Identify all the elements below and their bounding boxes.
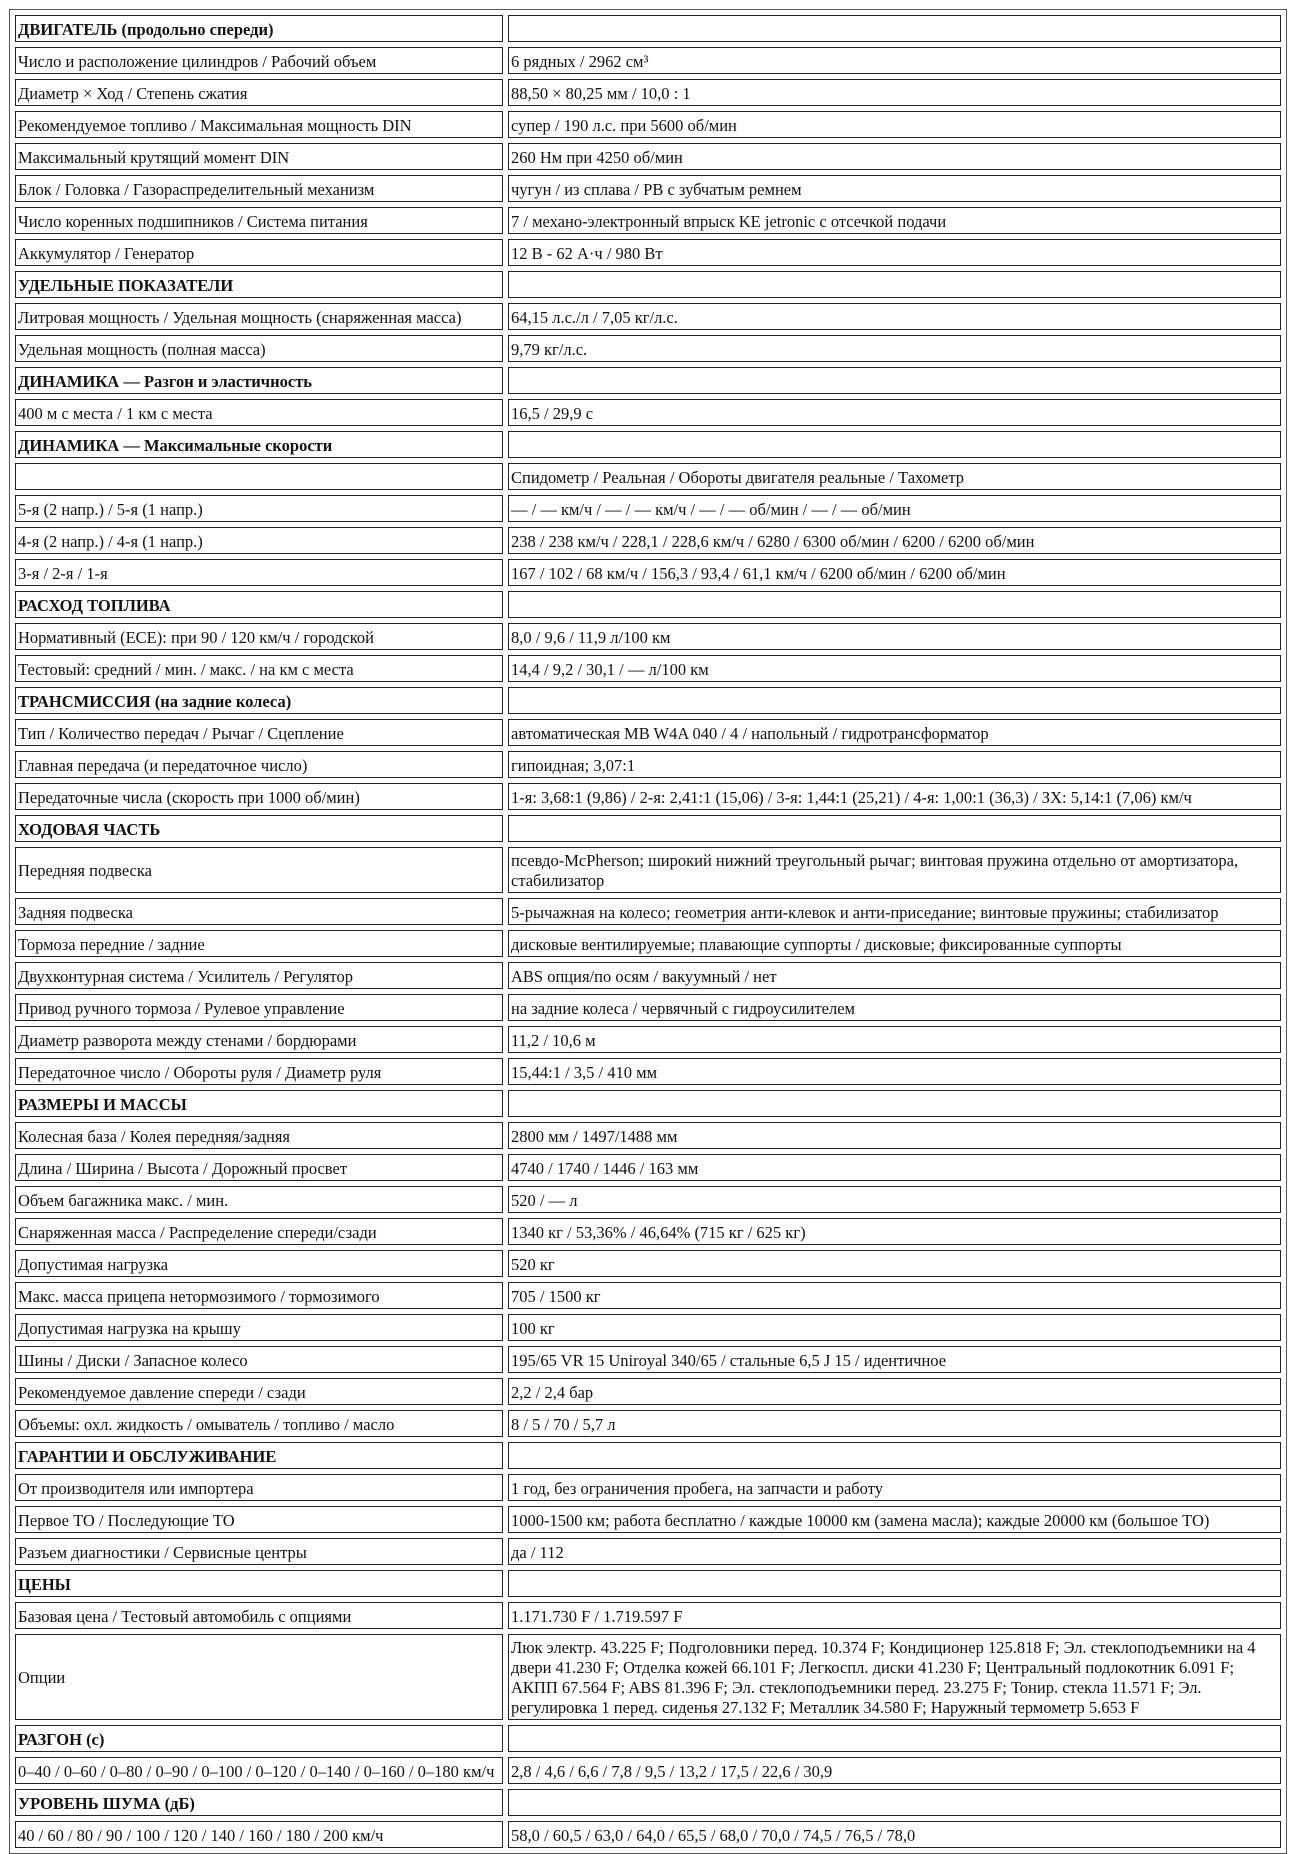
section-title: РАСХОД ТОПЛИВА <box>15 591 503 618</box>
spec-value: дисковые вентилируемые; плавающие суппорты / дисковые; фиксированные суппорты <box>508 930 1281 957</box>
spec-value <box>508 815 1281 842</box>
section-title: ДИНАМИКА — Максимальные скорости <box>15 431 503 458</box>
spec-row <box>15 335 1281 362</box>
spec-row <box>15 847 1281 893</box>
spec-row <box>15 1410 1281 1437</box>
spec-value: супер / 190 л.с. при 5600 об/мин <box>508 111 1281 138</box>
spec-value: чугун / из сплава / РВ с зубчатым ремнем <box>508 175 1281 202</box>
spec-label: Колесная база / Колея передняя/задняя <box>15 1122 503 1149</box>
spec-label: Максимальный крутящий момент DIN <box>15 143 503 170</box>
spec-value: 238 / 238 км/ч / 228,1 / 228,6 км/ч / 6280 / 6300 об/мин / 6200 / 6200 об/мин <box>508 527 1281 554</box>
spec-row <box>15 1346 1281 1373</box>
section-title: РАЗГОН (с) <box>15 1725 503 1752</box>
section-title: ДИНАМИКА — Разгон и эластичность <box>15 367 503 394</box>
spec-label: Главная передача (и передаточное число) <box>15 751 503 778</box>
spec-row <box>15 1757 1281 1784</box>
spec-value <box>508 367 1281 394</box>
spec-label: Тормоза передние / задние <box>15 930 503 957</box>
spec-label: Передняя подвеска <box>15 847 503 893</box>
spec-value: 2,8 / 4,6 / 6,6 / 7,8 / 9,5 / 13,2 / 17,5 / 22,6 / 30,9 <box>508 1757 1281 1784</box>
spec-label: 3-я / 2-я / 1-я <box>15 559 503 586</box>
spec-row <box>15 994 1281 1021</box>
spec-value: 167 / 102 / 68 км/ч / 156,3 / 93,4 / 61,1 км/ч / 6200 об/мин / 6200 об/мин <box>508 559 1281 586</box>
spec-label: Допустимая нагрузка на крышу <box>15 1314 503 1341</box>
spec-row <box>15 1602 1281 1629</box>
spec-value <box>508 1570 1281 1597</box>
section-header-row <box>15 1090 1281 1117</box>
spec-row <box>15 783 1281 810</box>
spec-row <box>15 655 1281 682</box>
spec-value: на задние колеса / червячный с гидроусилителем <box>508 994 1281 1021</box>
spec-label: Шины / Диски / Запасное колесо <box>15 1346 503 1373</box>
spec-label: Объемы: охл. жидкость / омыватель / топливо / масло <box>15 1410 503 1437</box>
spec-value: 6 рядных / 2962 см³ <box>508 47 1281 74</box>
section-header-row <box>15 687 1281 714</box>
spec-value <box>508 591 1281 618</box>
spec-label: Число и расположение цилиндров / Рабочий объем <box>15 47 503 74</box>
spec-value: 1000-1500 км; работа бесплатно / каждые 10000 км (замена масла); каждые 20000 км (большое ТО) <box>508 1506 1281 1533</box>
spec-label: Диаметр × Ход / Степень сжатия <box>15 79 503 106</box>
spec-label: Длина / Ширина / Высота / Дорожный просвет <box>15 1154 503 1181</box>
spec-value: да / 112 <box>508 1538 1281 1565</box>
spec-label: Диаметр разворота между стенами / бордюрами <box>15 1026 503 1053</box>
spec-value: 58,0 / 60,5 / 63,0 / 64,0 / 65,5 / 68,0 / 70,0 / 74,5 / 76,5 / 78,0 <box>508 1821 1281 1848</box>
spec-value: 4740 / 1740 / 1446 / 163 мм <box>508 1154 1281 1181</box>
spec-value: Люк электр. 43.225 F; Подголовники перед. 10.374 F; Кондиционер 125.818 F; Эл. стеклоподъемники на 4 двери 41.230 F; Отделка кожей 66.101 F; Легкоспл. диски 41.230 F; Центральный подлокотник 6.091 F; АКПП 67.564 F; ABS 81.396 F; Эл. стеклоподъемники перед. 23.275 F; Тонир. стекла 11.571 F; Эл. регулировка 1 перед. сиденья 27.132 F; Металлик 34.580 F; Наружный термометр 5.653 F <box>508 1634 1281 1720</box>
spec-row <box>15 1538 1281 1565</box>
spec-value <box>508 431 1281 458</box>
spec-value: 705 / 1500 кг <box>508 1282 1281 1309</box>
spec-row <box>15 1282 1281 1309</box>
spec-row <box>15 79 1281 106</box>
spec-label: Привод ручного тормоза / Рулевое управление <box>15 994 503 1021</box>
spec-value <box>508 1442 1281 1469</box>
spec-table <box>9 9 1287 1854</box>
section-header-row <box>15 431 1281 458</box>
section-title: ТРАНСМИССИЯ (на задние колеса) <box>15 687 503 714</box>
spec-label: Нормативный (ECE): при 90 / 120 км/ч / городской <box>15 623 503 650</box>
spec-row <box>15 111 1281 138</box>
spec-label: Задняя подвеска <box>15 898 503 925</box>
spec-row <box>15 527 1281 554</box>
spec-label: Рекомендуемое топливо / Максимальная мощность DIN <box>15 111 503 138</box>
spec-value: 195/65 VR 15 Uniroyal 340/65 / стальные 6,5 J 15 / идентичное <box>508 1346 1281 1373</box>
section-header-row <box>15 1789 1281 1816</box>
spec-label: Макс. масса прицепа нетормозимого / тормозимого <box>15 1282 503 1309</box>
spec-value: 1.171.730 F / 1.719.597 F <box>508 1602 1281 1629</box>
spec-row <box>15 207 1281 234</box>
section-header-row <box>15 1442 1281 1469</box>
spec-label <box>15 463 503 490</box>
spec-label: От производителя или импортера <box>15 1474 503 1501</box>
spec-label: Двухконтурная система / Усилитель / Регулятор <box>15 962 503 989</box>
spec-label: Объем багажника макс. / мин. <box>15 1186 503 1213</box>
spec-value: 1-я: 3,68:1 (9,86) / 2-я: 2,41:1 (15,06) / 3-я: 1,44:1 (25,21) / 4-я: 1,00:1 (36,3) / ЗХ: 5,14:1 (7,06) км/ч <box>508 783 1281 810</box>
spec-label: Блок / Головка / Газораспределительный механизм <box>15 175 503 202</box>
spec-table-body <box>15 15 1281 1848</box>
spec-value: Спидометр / Реальная / Обороты двигателя реальные / Тахометр <box>508 463 1281 490</box>
section-title: ДВИГАТЕЛЬ (продольно спереди) <box>15 15 503 42</box>
spec-value <box>508 687 1281 714</box>
section-title: УДЕЛЬНЫЕ ПОКАЗАТЕЛИ <box>15 271 503 298</box>
section-header-row <box>15 271 1281 298</box>
spec-value: 64,15 л.с./л / 7,05 кг/л.с. <box>508 303 1281 330</box>
spec-row <box>15 751 1281 778</box>
spec-row <box>15 898 1281 925</box>
spec-value: 2800 мм / 1497/1488 мм <box>508 1122 1281 1149</box>
section-header-row <box>15 1725 1281 1752</box>
spec-row <box>15 1122 1281 1149</box>
section-title: ГАРАНТИИ И ОБСЛУЖИВАНИЕ <box>15 1442 503 1469</box>
spec-label: Литровая мощность / Удельная мощность (снаряженная масса) <box>15 303 503 330</box>
spec-label: Допустимая нагрузка <box>15 1250 503 1277</box>
spec-value: гипоидная; 3,07:1 <box>508 751 1281 778</box>
spec-row <box>15 495 1281 522</box>
spec-label: Удельная мощность (полная масса) <box>15 335 503 362</box>
spec-row <box>15 1634 1281 1720</box>
spec-label: Передаточное число / Обороты руля / Диаметр руля <box>15 1058 503 1085</box>
spec-value: 5-рычажная на колесо; геометрия анти-клевок и анти-приседание; винтовые пружины; стабилизатор <box>508 898 1281 925</box>
spec-value <box>508 1725 1281 1752</box>
spec-value <box>508 1090 1281 1117</box>
spec-row <box>15 463 1281 490</box>
spec-row <box>15 143 1281 170</box>
spec-row <box>15 1506 1281 1533</box>
spec-label: Базовая цена / Тестовый автомобиль с опциями <box>15 1602 503 1629</box>
spec-row <box>15 1314 1281 1341</box>
spec-label: Первое ТО / Последующие ТО <box>15 1506 503 1533</box>
spec-row <box>15 930 1281 957</box>
section-title: УРОВЕНЬ ШУМА (дБ) <box>15 1789 503 1816</box>
spec-value: 88,50 × 80,25 мм / 10,0 : 1 <box>508 79 1281 106</box>
spec-row <box>15 1026 1281 1053</box>
spec-row <box>15 1821 1281 1848</box>
spec-label: Тип / Количество передач / Рычаг / Сцепление <box>15 719 503 746</box>
spec-value: — / — км/ч / — / — км/ч / — / — об/мин / — / — об/мин <box>508 495 1281 522</box>
spec-label: 4-я (2 напр.) / 4-я (1 напр.) <box>15 527 503 554</box>
spec-row <box>15 399 1281 426</box>
spec-label: Разъем диагностики / Сервисные центры <box>15 1538 503 1565</box>
spec-value: 7 / механо-электронный впрыск KE jetronic с отсечкой подачи <box>508 207 1281 234</box>
spec-row <box>15 1218 1281 1245</box>
spec-label: Тестовый: средний / мин. / макс. / на км с места <box>15 655 503 682</box>
spec-value: 12 В - 62 А·ч / 980 Вт <box>508 239 1281 266</box>
spec-value: псевдо-McPherson; широкий нижний треугольный рычаг; винтовая пружина отдельно от амортизатора, стабилизатор <box>508 847 1281 893</box>
spec-row <box>15 47 1281 74</box>
spec-value: 2,2 / 2,4 бар <box>508 1378 1281 1405</box>
spec-value: 14,4 / 9,2 / 30,1 / — л/100 км <box>508 655 1281 682</box>
spec-value: 8 / 5 / 70 / 5,7 л <box>508 1410 1281 1437</box>
spec-row <box>15 1250 1281 1277</box>
spec-row <box>15 303 1281 330</box>
spec-label: Число коренных подшипников / Система питания <box>15 207 503 234</box>
section-title: ЦЕНЫ <box>15 1570 503 1597</box>
spec-label: Рекомендуемое давление спереди / сзади <box>15 1378 503 1405</box>
spec-row <box>15 719 1281 746</box>
spec-label: 400 м с места / 1 км с места <box>15 399 503 426</box>
spec-value <box>508 15 1281 42</box>
spec-row <box>15 1474 1281 1501</box>
spec-row <box>15 1058 1281 1085</box>
spec-value: 8,0 / 9,6 / 11,9 л/100 км <box>508 623 1281 650</box>
spec-value: 100 кг <box>508 1314 1281 1341</box>
spec-row <box>15 1154 1281 1181</box>
section-title: ХОДОВАЯ ЧАСТЬ <box>15 815 503 842</box>
spec-row <box>15 962 1281 989</box>
section-header-row <box>15 1570 1281 1597</box>
spec-value: 520 кг <box>508 1250 1281 1277</box>
spec-value: 520 / — л <box>508 1186 1281 1213</box>
spec-label: Передаточные числа (скорость при 1000 об/мин) <box>15 783 503 810</box>
section-header-row <box>15 367 1281 394</box>
spec-row <box>15 559 1281 586</box>
spec-value: 1 год, без ограничения пробега, на запчасти и работу <box>508 1474 1281 1501</box>
spec-value: ABS опция/по осям / вакуумный / нет <box>508 962 1281 989</box>
spec-row <box>15 1186 1281 1213</box>
spec-value: 16,5 / 29,9 с <box>508 399 1281 426</box>
spec-row <box>15 623 1281 650</box>
spec-row <box>15 1378 1281 1405</box>
spec-value <box>508 271 1281 298</box>
spec-value <box>508 1789 1281 1816</box>
section-header-row <box>15 15 1281 42</box>
spec-label: 40 / 60 / 80 / 90 / 100 / 120 / 140 / 160 / 180 / 200 км/ч <box>15 1821 503 1848</box>
spec-label: Снаряженная масса / Распределение спереди/сзади <box>15 1218 503 1245</box>
spec-label: 0–40 / 0–60 / 0–80 / 0–90 / 0–100 / 0–120 / 0–140 / 0–160 / 0–180 км/ч <box>15 1757 503 1784</box>
section-title: РАЗМЕРЫ И МАССЫ <box>15 1090 503 1117</box>
spec-value: 260 Нм при 4250 об/мин <box>508 143 1281 170</box>
spec-row <box>15 175 1281 202</box>
spec-label: Аккумулятор / Генератор <box>15 239 503 266</box>
spec-value: автоматическая MB W4A 040 / 4 / напольный / гидротрансформатор <box>508 719 1281 746</box>
spec-value: 11,2 / 10,6 м <box>508 1026 1281 1053</box>
section-header-row <box>15 815 1281 842</box>
spec-row <box>15 239 1281 266</box>
spec-value: 15,44:1 / 3,5 / 410 мм <box>508 1058 1281 1085</box>
section-header-row <box>15 591 1281 618</box>
spec-label: Опции <box>15 1634 503 1720</box>
spec-value: 1340 кг / 53,36% / 46,64% (715 кг / 625 кг) <box>508 1218 1281 1245</box>
spec-value: 9,79 кг/л.с. <box>508 335 1281 362</box>
spec-label: 5-я (2 напр.) / 5-я (1 напр.) <box>15 495 503 522</box>
